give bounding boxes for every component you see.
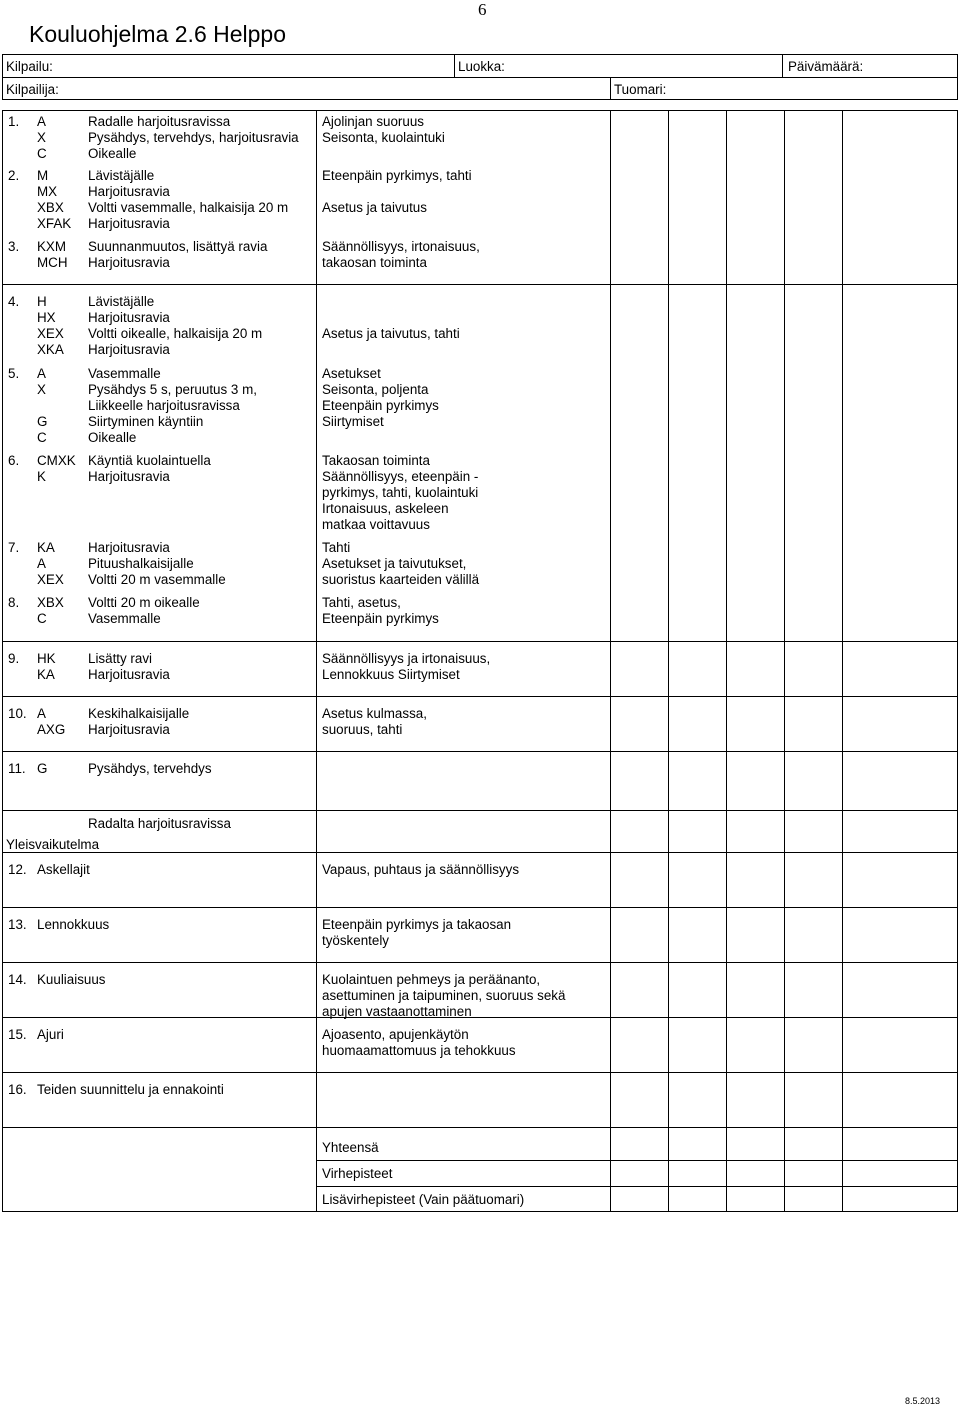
- movement-8-exercise: Voltti 20 m oikealle Vasemmalle: [88, 595, 200, 626]
- movement-6-criteria: Takaosan toiminta Säännöllisyys, eteenpäin - pyrkimys, tahti, kuolaintuki Irtonaisuus, askeleen matkaa voittavuus: [322, 453, 479, 532]
- movement-9-letters: HK KA: [37, 651, 56, 682]
- movement-10-number: 10.: [8, 706, 27, 721]
- total-yhteensa: Yhteensä: [322, 1140, 379, 1155]
- general-13-item: Lennokkuus: [37, 917, 110, 932]
- general-14-criteria: Kuolaintuen pehmeys ja peräänanto, asettuminen ja taipuminen, suoruus sekä apujen vastaanottaminen: [322, 972, 566, 1019]
- total-virhepisteet: Virhepisteet: [322, 1166, 393, 1181]
- movement-11-exercise: Pysähdys, tervehdys: [88, 761, 212, 776]
- movement-7-letters: KA A XEX: [37, 540, 64, 587]
- movement-5-number: 5.: [8, 366, 20, 381]
- movement-9-number: 9.: [8, 651, 20, 666]
- general-14-item: Kuuliaisuus: [37, 972, 106, 987]
- general-13-number: 13.: [8, 917, 27, 932]
- header-tuomari[interactable]: Tuomari:: [614, 82, 667, 97]
- movement-6-number: 6.: [8, 453, 20, 468]
- exit-text: Radalta harjoitusravissa: [88, 816, 231, 831]
- movement-3-exercise: Suunnanmuutos, lisättyä ravia Harjoitusravia: [88, 239, 268, 270]
- header-paivamaara[interactable]: Päivämäärä:: [788, 59, 864, 74]
- general-15-number: 15.: [8, 1027, 27, 1042]
- movement-1-number: 1.: [8, 114, 20, 129]
- movement-10-exercise: Keskihalkaisijalle Harjoitusravia: [88, 706, 190, 737]
- movement-11-letters: G: [37, 761, 48, 776]
- header-luokka[interactable]: Luokka:: [458, 59, 505, 74]
- general-12-number: 12.: [8, 862, 27, 877]
- movement-5-exercise: Vasemmalle Pysähdys 5 s, peruutus 3 m, Liikkeelle harjoitusravissa Siirtyminen käyntiin Oikealle: [88, 366, 257, 445]
- header-kilpailu[interactable]: Kilpailu:: [6, 59, 53, 74]
- general-15-item: Ajuri: [37, 1027, 64, 1042]
- movement-8-criteria: Tahti, asetus, Eteenpäin pyrkimys: [322, 595, 439, 626]
- movement-8-letters: XBX C: [37, 595, 64, 626]
- movement-1-criteria: Ajolinjan suoruus Seisonta, kuolaintuki: [322, 114, 445, 145]
- total-lisavirhepisteet: Lisävirhepisteet (Vain päätuomari): [322, 1192, 525, 1207]
- movement-1-letters: A X C: [37, 114, 47, 161]
- movement-4-number: 4.: [8, 294, 20, 309]
- movement-10-letters: A AXG: [37, 706, 66, 737]
- general-14-number: 14.: [8, 972, 27, 987]
- movement-1-exercise: Radalle harjoitusravissa Pysähdys, tervehdys, harjoitusravia Oikealle: [88, 114, 299, 161]
- movement-7-criteria: Tahti Asetukset ja taivutukset, suoristus kaarteiden välillä: [322, 540, 480, 587]
- movement-7-exercise: Harjoitusravia Pituushalkaisijalle Voltti 20 m vasemmalle: [88, 540, 226, 587]
- footer-date: 8.5.2013: [904, 1396, 940, 1406]
- movement-9-exercise: Lisätty ravi Harjoitusravia: [88, 651, 170, 682]
- document-title: Kouluohjelma 2.6 Helppo: [29, 21, 287, 47]
- movement-3-number: 3.: [8, 239, 20, 254]
- movement-3-criteria: Säännöllisyys, irtonaisuus, takaosan toiminta: [322, 239, 480, 270]
- movement-6-letters: CMXK K: [37, 453, 76, 484]
- page-number: 6: [478, 0, 487, 19]
- movement-5-letters: A X G C: [37, 366, 48, 445]
- movement-10-criteria: Asetus kulmassa, suoruus, tahti: [322, 706, 427, 737]
- general-15-criteria: Ajoasento, apujenkäytön huomaamattomuus ja tehokkuus: [322, 1027, 516, 1058]
- movement-9-criteria: Säännöllisyys ja irtonaisuus, Lennokkuus Siirtymiset: [322, 651, 491, 682]
- general-16-number: 16.: [8, 1082, 27, 1097]
- movement-8-number: 8.: [8, 595, 20, 610]
- movement-6-exercise: Käyntiä kuolaintuella Harjoitusravia: [88, 453, 211, 484]
- general-13-criteria: Eteenpäin pyrkimys ja takaosan työskentely: [322, 917, 512, 948]
- movement-4-criteria: Asetus ja taivutus, tahti: [322, 326, 460, 341]
- movement-4-exercise: Lävistäjälle Harjoitusravia Voltti oikealle, halkaisija 20 m Harjoitusravia: [88, 294, 263, 357]
- movement-7-number: 7.: [8, 540, 20, 555]
- movement-2-letters: M MX XBX XFAK: [37, 168, 72, 231]
- general-impression-label: Yleisvaikutelma: [6, 837, 100, 852]
- movement-11-number: 11.: [8, 761, 26, 776]
- movement-3-letters: KXM MCH: [37, 239, 68, 270]
- movement-5-criteria: Asetukset Seisonta, poljenta Eteenpäin pyrkimys Siirtymiset: [322, 366, 439, 429]
- movement-2-exercise: Lävistäjälle Harjoitusravia Voltti vasemmalle, halkaisija 20 m Harjoitusravia: [88, 168, 289, 231]
- header-kilpailija[interactable]: Kilpailija:: [6, 82, 59, 97]
- movement-2-number: 2.: [8, 168, 20, 183]
- general-16-item: Teiden suunnittelu ja ennakointi: [37, 1082, 224, 1097]
- movement-4-letters: H HX XEX XKA: [37, 294, 64, 357]
- general-12-item: Askellajit: [37, 862, 90, 877]
- general-12-criteria: Vapaus, puhtaus ja säännöllisyys: [322, 862, 520, 877]
- movement-2-criteria: Eteenpäin pyrkimys, tahti Asetus ja taivutus: [322, 168, 472, 215]
